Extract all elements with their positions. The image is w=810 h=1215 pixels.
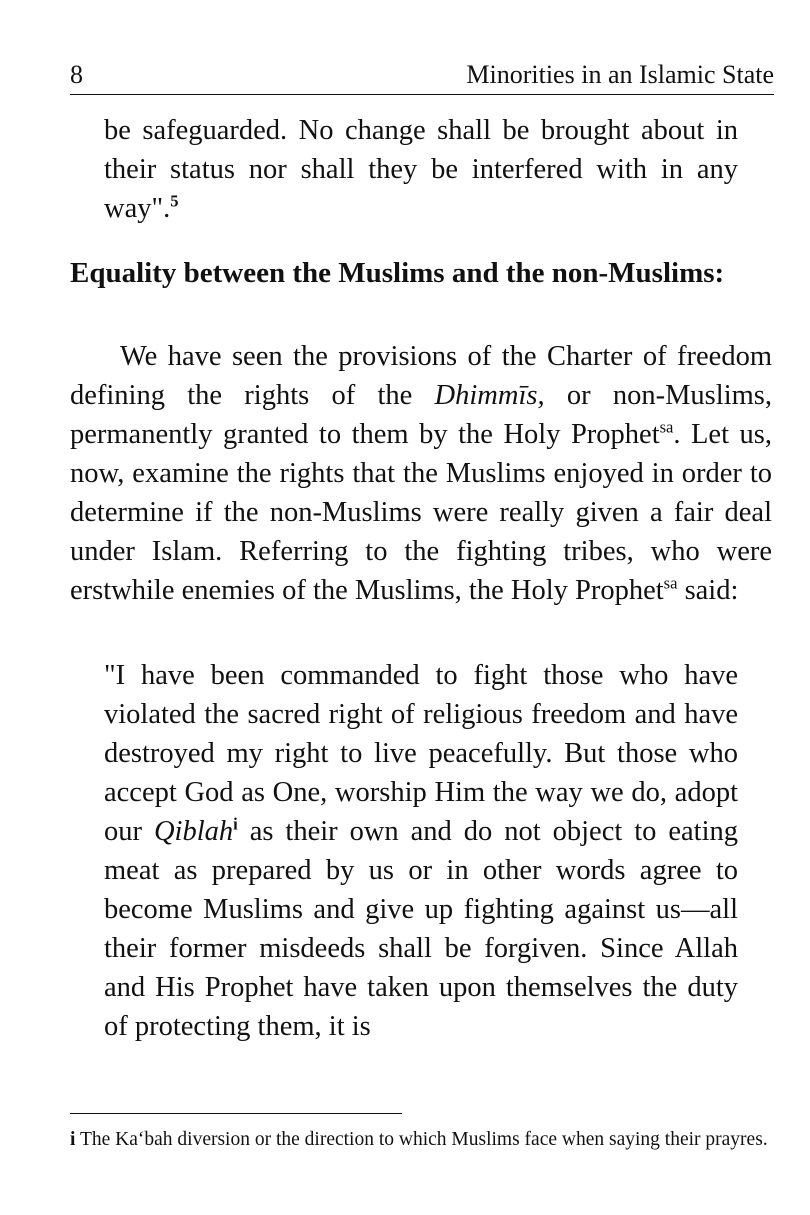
block-quote-continued [104,111,738,228]
honorific-superscript: sa [663,573,678,593]
paragraph-text: . Let us, now, examine the rights that the Muslims enjoyed in order to determine if the non-Muslims were really given a fair deal under Islam. Referring to the fighting tribes, who were erstwhile enemies of the Muslims, the Holy Prophet [70,419,772,606]
footnote [70,1126,774,1153]
honorific-superscript: sa [659,417,674,437]
page-header [70,58,774,92]
paragraph-text: or non-Muslims, permanently granted to them by the Holy Prophet [70,380,772,450]
quote-text: be safeguarded. No change shall be brought about in their status nor shall they be interfered with in any way". [104,115,738,224]
footnote-marker: i [233,814,238,834]
footnote-text: The Ka‘bah diversion or the direction to which Muslims face when saying their prayres. [75,1129,768,1150]
page-number: 8 [70,60,83,89]
section-heading [70,255,772,292]
footnote-reference: 5 [170,191,179,211]
footnote-mark: i [70,1129,76,1150]
header-rule [70,94,774,95]
running-title: Minorities in an Islamic State [466,60,774,89]
footnote-rule [70,1113,402,1114]
quote-text: "I have been commanded to fight those who have violated the sacred right of religious freedom and have destroyed my right to live peacefully. But those who accept God as One, worship Him the way we do, adopt our [104,660,738,847]
section-heading-text: Equality between the Muslims and the non-Muslims: [70,257,725,289]
quote-text: as their own and do not object to eating meat as prepared by us or in other words agree to become Muslims and give up fighting against us—all their former misdeeds shall be forgiven. Since Allah and His Prophet have taken upon themselves the duty of protecting them, it is [104,816,738,1042]
italic-term: Dhimmīs, [434,380,545,411]
block-quote [104,656,738,1046]
paragraph-text: said: [677,575,739,606]
italic-term: Qiblah [153,816,234,847]
body-paragraph [70,337,772,610]
paragraph-text: We have seen the provisions of the Charter of freedom defining the rights of the [70,341,772,411]
